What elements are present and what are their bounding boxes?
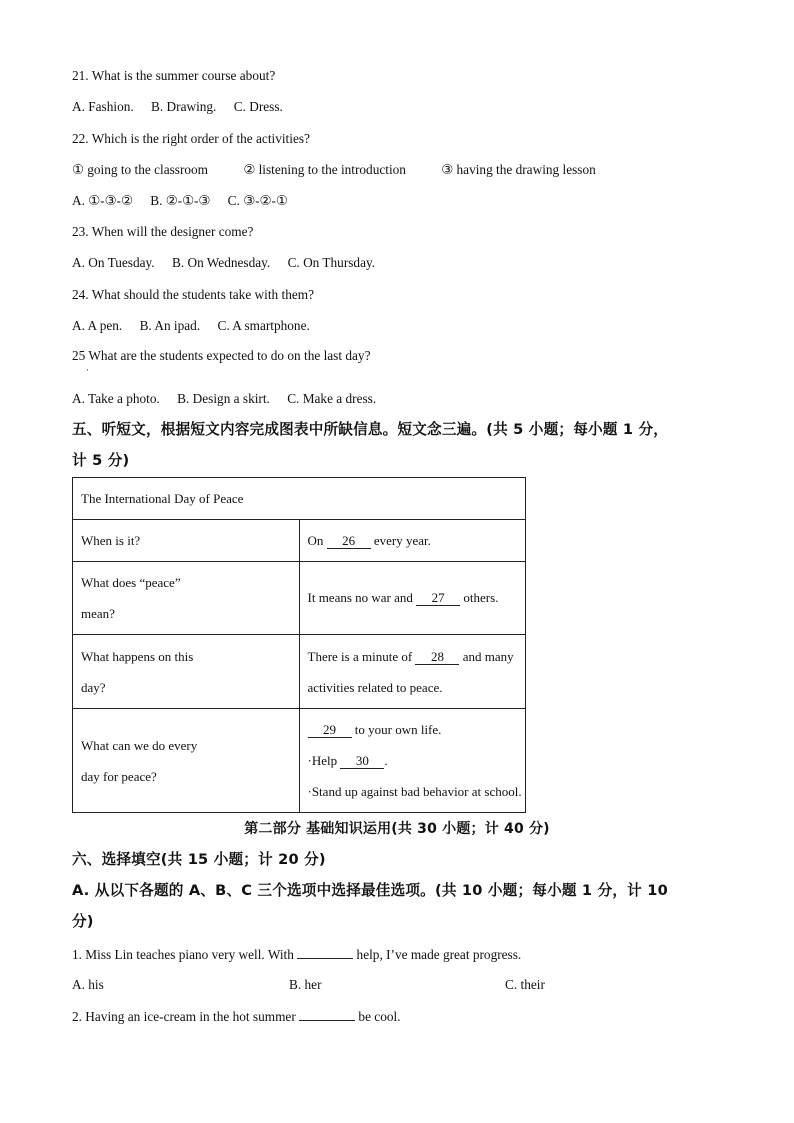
answer-blank-30[interactable]: 30 (340, 754, 384, 769)
table-row (73, 562, 526, 635)
row-question: When is it? (73, 520, 300, 562)
option-b[interactable]: B. Design a skirt. (177, 391, 270, 406)
section6-heading: 六、选择填空(共 15 小题；计 20 分) (72, 851, 326, 868)
question-23: 23. When will the designer come? (72, 224, 254, 239)
question-24: 24. What should the students take with them? (72, 287, 315, 302)
activity-1: ① going to the classroom (72, 162, 209, 177)
option-a[interactable]: A. Take a photo. (72, 391, 160, 406)
option-c[interactable]: C. Make a dress. (287, 391, 377, 406)
option-c[interactable]: C. ③-②-① (227, 193, 288, 208)
activity-2: ② listening to the introduction (243, 162, 406, 177)
answer-blank[interactable] (299, 1008, 355, 1021)
option-a[interactable]: A. A pen. (72, 318, 123, 333)
option-a[interactable]: A. ①-③-② (72, 193, 133, 208)
section5-heading-line1: 五、听短文，根据短文内容完成图表中所缺信息。短文念三遍。(共 5 小题；每小题 1 分， (72, 421, 669, 438)
option-b[interactable]: B. Drawing. (151, 99, 217, 114)
peace-day-table (72, 477, 526, 813)
row-answer: On 26 every year. (299, 520, 526, 562)
option-a[interactable]: A. Fashion. (72, 99, 134, 114)
table-row (73, 520, 526, 562)
grammar-option-c[interactable]: C. their (505, 977, 545, 992)
row-question: What happens on this day? (73, 635, 300, 709)
part2-title: 第二部分 基础知识运用(共 30 小题；计 40 分) (244, 821, 550, 837)
options-21 (72, 99, 283, 115)
answer-blank[interactable] (297, 946, 353, 959)
answer-blank-28[interactable]: 28 (415, 650, 459, 665)
section6-subheading-line1: A. 从以下各题的 A、B、C 三个选项中选择最佳选项。(共 10 小题；每小题 1 分，计 10 (72, 882, 668, 899)
stray-dot: · (86, 365, 89, 375)
options-22 (72, 193, 288, 209)
option-c[interactable]: C. On Thursday. (287, 255, 376, 270)
question-21: 21. What is the summer course about? (72, 68, 276, 83)
options-24 (72, 318, 310, 334)
option-a[interactable]: A. On Tuesday. (72, 255, 155, 270)
activities-22 (72, 162, 596, 178)
grammar-question-1: 1. Miss Lin teaches piano very well. With help, I’ve made great progress. (72, 947, 522, 962)
row-answer: There is a minute of 28 and many activities related to peace. (299, 635, 526, 709)
table-row (73, 709, 526, 813)
answer-blank-27[interactable]: 27 (416, 591, 460, 606)
grammar-option-b[interactable]: B. her (289, 977, 322, 992)
option-c[interactable]: C. A smartphone. (217, 318, 310, 333)
question-22: 22. Which is the right order of the activities? (72, 131, 310, 146)
question-25: 25 What are the students expected to do on the last day? (72, 348, 371, 363)
grammar-option-a[interactable]: A. his (72, 977, 104, 992)
option-b[interactable]: B. ②-①-③ (150, 193, 211, 208)
answer-blank-26[interactable]: 26 (327, 534, 371, 549)
options-25 (72, 391, 376, 407)
row-answer: 29 to your own life. ·Help 30 . ·Stand up against bad behavior at school. (299, 709, 526, 813)
activity-3: ③ having the drawing lesson (441, 162, 596, 177)
answer-blank-29[interactable]: 29 (308, 723, 352, 738)
option-b[interactable]: B. An ipad. (139, 318, 201, 333)
table-title-row (73, 478, 526, 520)
section5-heading-line2: 计 5 分) (72, 452, 130, 469)
row-answer: It means no war and 27 others. (299, 562, 526, 635)
option-b[interactable]: B. On Wednesday. (171, 255, 271, 270)
table-title: The International Day of Peace (73, 478, 526, 520)
table-row (73, 635, 526, 709)
option-c[interactable]: C. Dress. (233, 99, 283, 114)
grammar-question-2: 2. Having an ice-cream in the hot summer be cool. (72, 1009, 401, 1024)
row-question: What can we do every day for peace? (73, 709, 300, 813)
section6-subheading-line2: 分) (72, 913, 94, 930)
options-23 (72, 255, 375, 271)
row-question: What does “peace” mean? (73, 562, 300, 635)
